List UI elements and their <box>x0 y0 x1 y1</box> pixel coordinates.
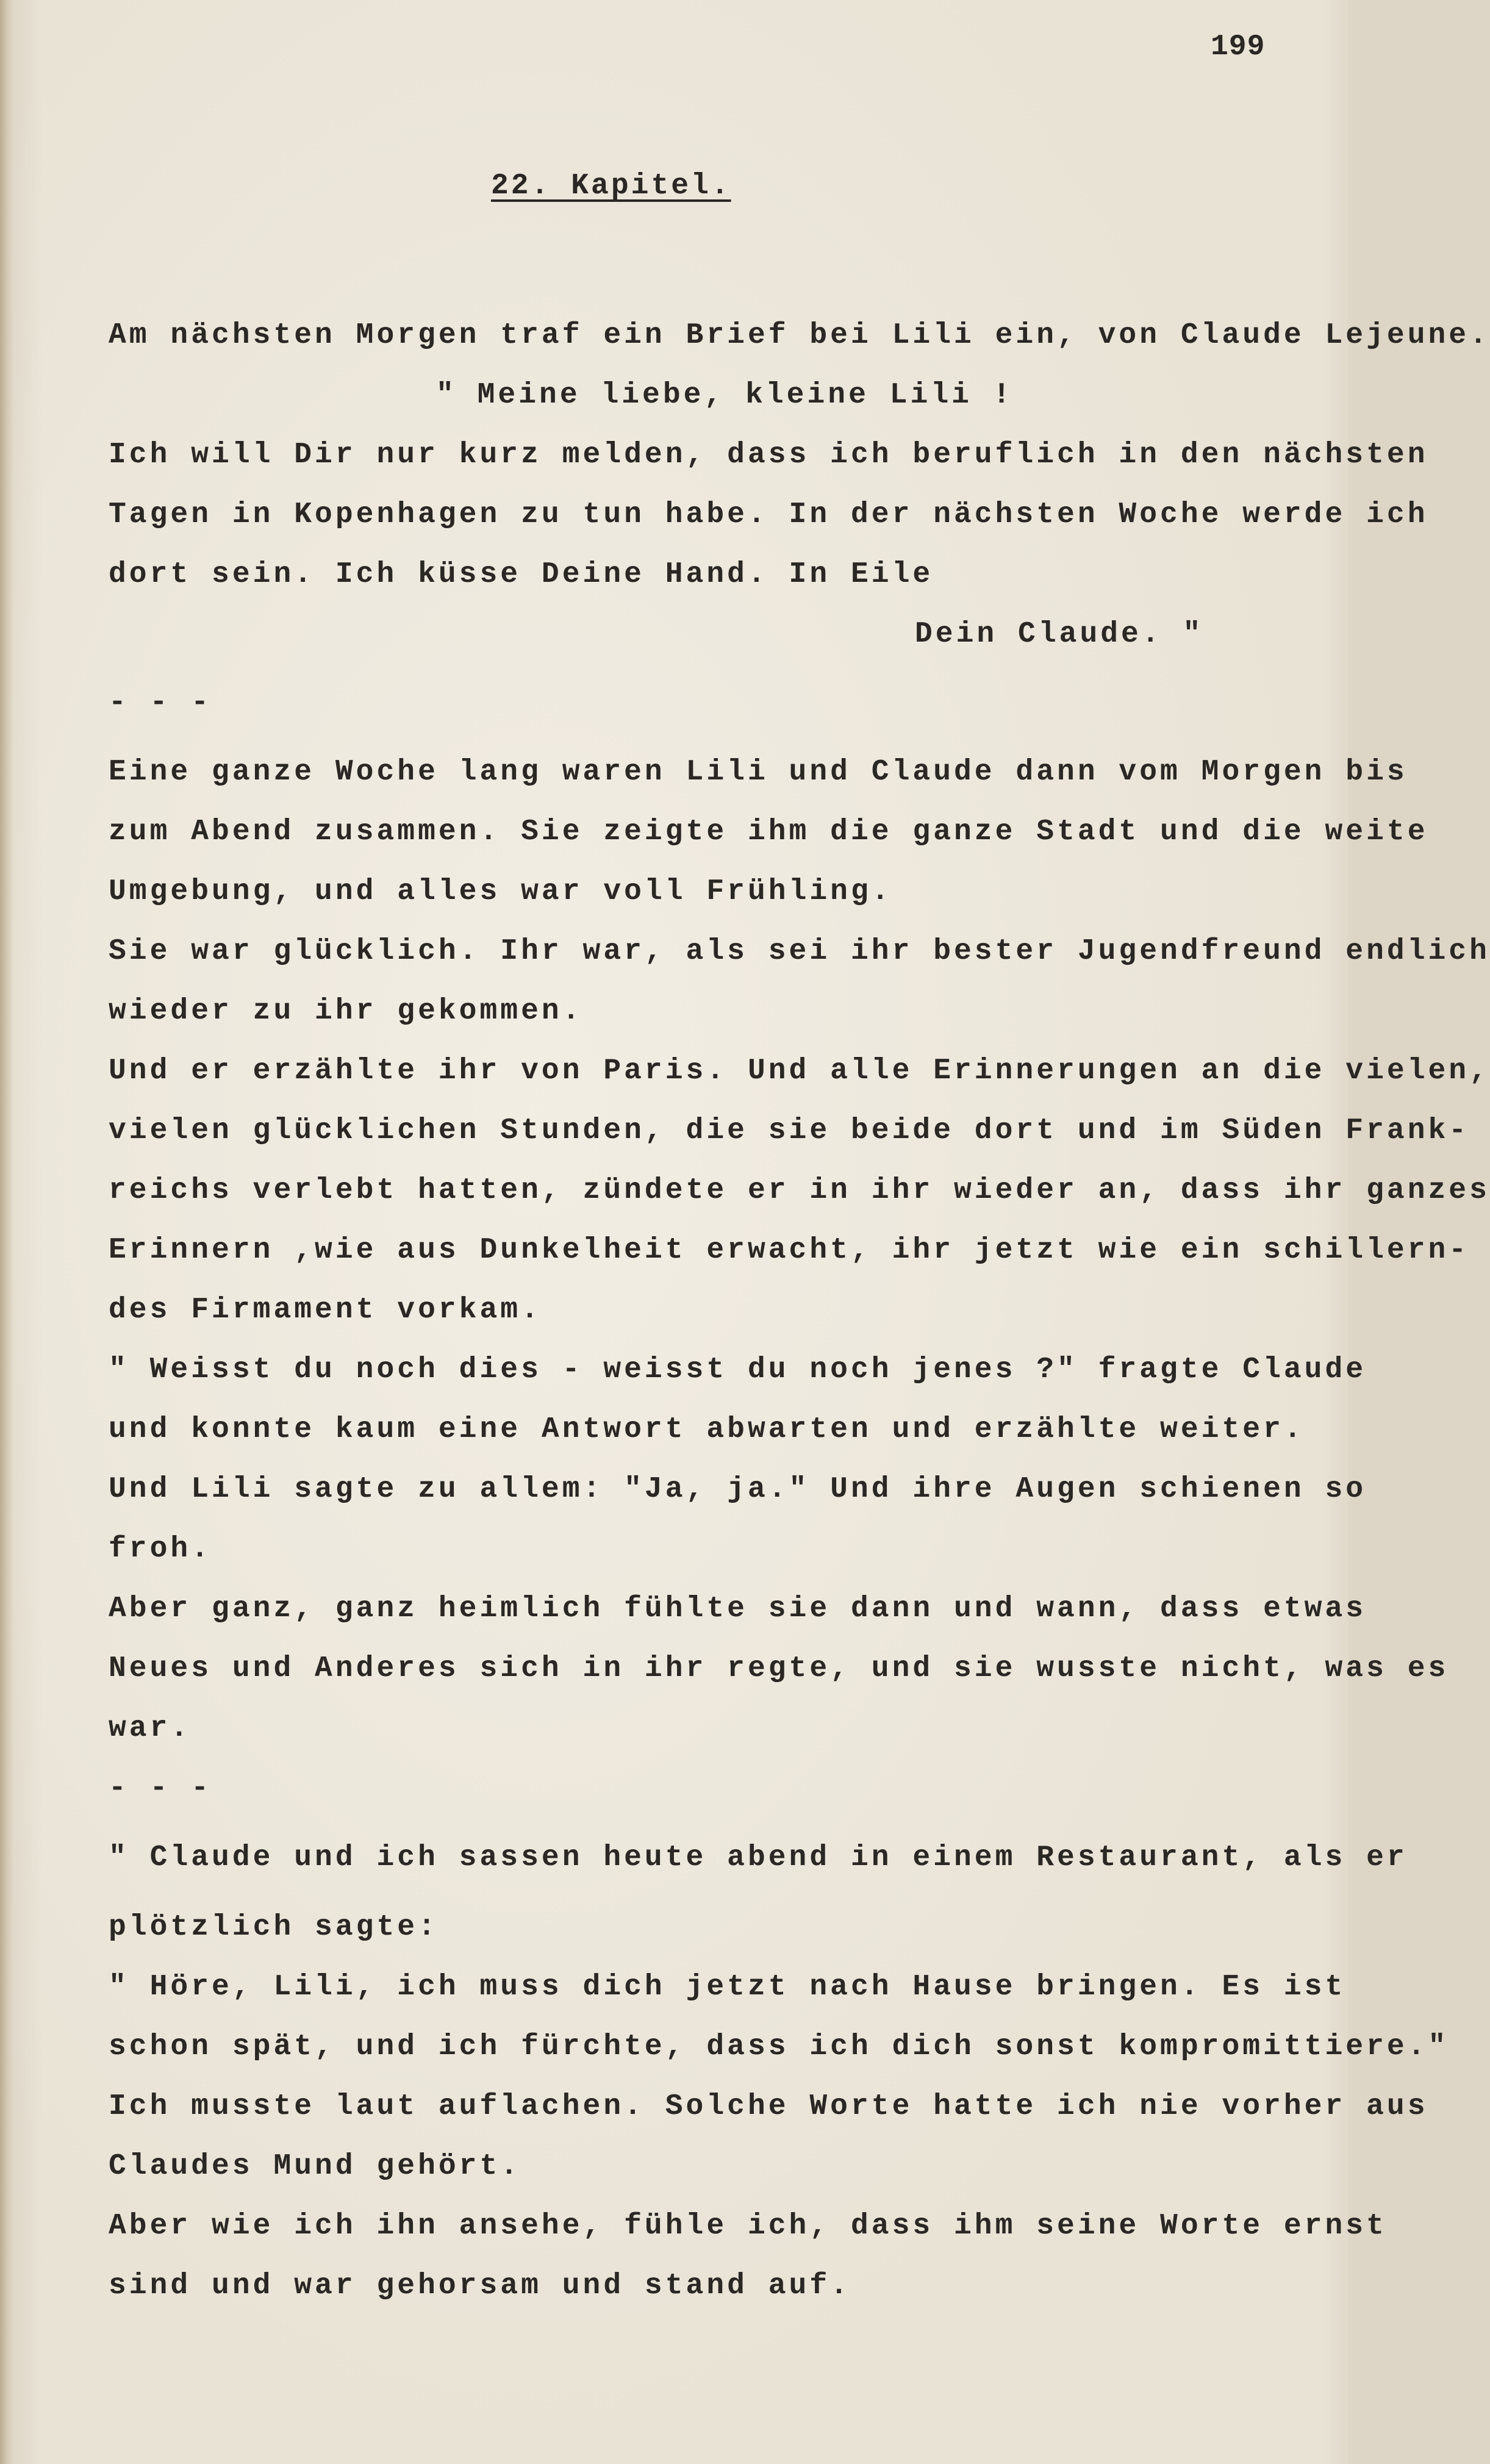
section-divider: - - - <box>109 686 212 719</box>
page-edge-shadow <box>0 0 13 2464</box>
text-line: Umgebung, und alles war voll Frühling. <box>109 875 892 908</box>
text-line: froh. <box>109 1533 212 1566</box>
text-line: Dein Claude. " <box>915 618 1204 651</box>
text-line: Aber wie ich ihn ansehe, fühle ich, dass ihm seine Worte ernst <box>109 2210 1387 2243</box>
text-line: vielen glücklichen Stunden, die sie beide dort und im Süden Frank- <box>109 1114 1470 1147</box>
text-line: sind und war gehorsam und stand auf. <box>109 2269 851 2302</box>
text-line: Und Lili sagte zu allem: "Ja, ja." Und ihre Augen schienen so <box>109 1473 1367 1506</box>
text-line: Ich will Dir nur kurz melden, dass ich beruflich in den nächsten <box>109 439 1428 471</box>
text-line: Eine ganze Woche lang waren Lili und Claude dann vom Morgen bis <box>109 756 1408 789</box>
text-line: zum Abend zusammen. Sie zeigte ihm die ganze Stadt und die weite <box>109 815 1428 848</box>
text-line: " Höre, Lili, ich muss dich jetzt nach Hause bringen. Es ist <box>109 1971 1346 2004</box>
text-line: des Firmament vorkam. <box>109 1294 542 1327</box>
text-line: Claudes Mund gehört. <box>109 2150 521 2183</box>
page-number: 199 <box>1211 30 1266 63</box>
text-line: Tagen in Kopenhagen zu tun habe. In der nächsten Woche werde ich <box>109 498 1428 531</box>
text-line: war. <box>109 1712 192 1745</box>
text-line: Sie war glücklich. Ihr war, als sei ihr bester Jugendfreund endlich <box>109 935 1490 968</box>
text-line: plötzlich sagte: <box>109 1911 439 1944</box>
text-line: Ich musste laut auflachen. Solche Worte hatte ich nie vorher aus <box>109 2090 1428 2123</box>
text-line: dort sein. Ich küsse Deine Hand. In Eile <box>109 558 934 591</box>
text-line: reichs verlebt hatten, zündete er in ihr wieder an, dass ihr ganzes <box>109 1174 1490 1207</box>
text-line: schon spät, und ich fürchte, dass ich dich sonst kompromittiere." <box>109 2030 1449 2063</box>
text-line: Am nächsten Morgen traf ein Brief bei Lili ein, von Claude Lejeune. <box>109 319 1490 352</box>
text-line: Erinnern ,wie aus Dunkelheit erwacht, ihr jetzt wie ein schillern- <box>109 1234 1470 1267</box>
text-line: und konnte kaum eine Antwort abwarten und erzählte weiter. <box>109 1413 1305 1446</box>
text-line: " Weisst du noch dies - weisst du noch jenes ?" fragte Claude <box>109 1353 1367 1386</box>
text-line: Aber ganz, ganz heimlich fühlte sie dann und wann, dass etwas <box>109 1592 1367 1625</box>
chapter-title: 22. Kapitel. <box>491 170 731 202</box>
text-line: " Meine liebe, kleine Lili ! <box>436 379 1014 412</box>
text-line: Neues und Anderes sich in ihr regte, und sie wusste nicht, was es <box>109 1652 1449 1685</box>
text-line: Und er erzählte ihr von Paris. Und alle Erinnerungen an die vielen, <box>109 1055 1490 1087</box>
text-line: " Claude und ich sassen heute abend in einem Restaurant, als er <box>109 1841 1408 1874</box>
section-divider: - - - <box>109 1772 212 1805</box>
text-line: wieder zu ihr gekommen. <box>109 995 583 1028</box>
